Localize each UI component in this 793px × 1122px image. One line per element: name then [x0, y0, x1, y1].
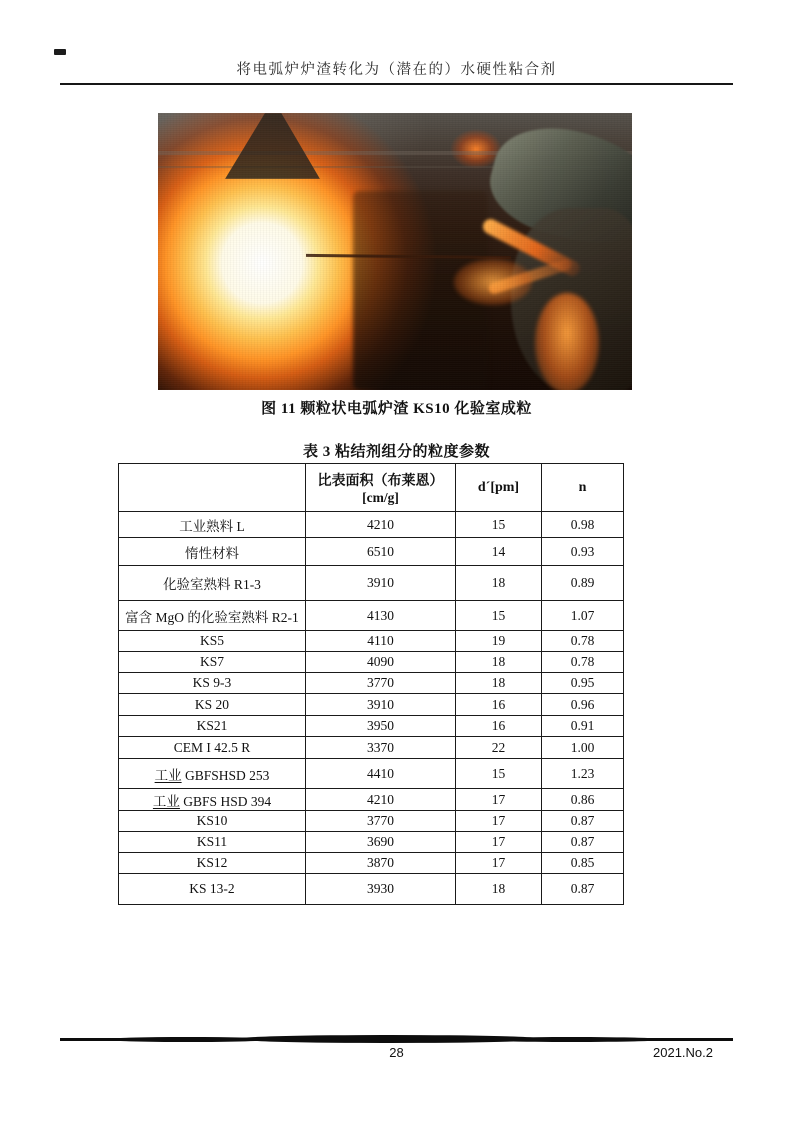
table-row — [119, 759, 624, 789]
cell-area: 4410 — [306, 759, 456, 789]
cell-d: 17 — [456, 832, 542, 853]
table-row — [119, 512, 624, 538]
table-row — [119, 673, 624, 694]
cell-material: KS 13-2 — [119, 874, 306, 905]
cell-d: 15 — [456, 759, 542, 789]
cell-material: KS12 — [119, 853, 306, 874]
table-row — [119, 631, 624, 652]
cell-material: KS5 — [119, 631, 306, 652]
cell-n: 0.85 — [542, 853, 624, 874]
cell-n: 0.78 — [542, 652, 624, 673]
cell-d: 15 — [456, 601, 542, 631]
cell-n: 0.87 — [542, 874, 624, 905]
material-rest: GBFSHSD 253 — [181, 767, 270, 783]
header-d-prime: d´[pm] — [456, 464, 542, 512]
cell-material: KS 20 — [119, 694, 306, 716]
table-row — [119, 874, 624, 905]
header-specific-surface-line2: [cm/g] — [362, 489, 399, 505]
cell-d: 18 — [456, 652, 542, 673]
cell-material: KS11 — [119, 832, 306, 853]
cell-d: 17 — [456, 811, 542, 832]
cell-d: 18 — [456, 874, 542, 905]
cell-area: 4130 — [306, 601, 456, 631]
cell-n: 0.86 — [542, 789, 624, 811]
cell-n: 1.07 — [542, 601, 624, 631]
running-header-title: 将电弧炉炉渣转化为（潜在的）水硬性粘合剂 — [236, 62, 557, 78]
cell-material: 工业熟料 L — [119, 512, 306, 538]
table-row — [119, 832, 624, 853]
cell-n: 1.23 — [542, 759, 624, 789]
cell-material: KS7 — [119, 652, 306, 673]
cell-d: 17 — [456, 853, 542, 874]
cell-n: 0.95 — [542, 673, 624, 694]
table-row — [119, 789, 624, 811]
cell-n: 0.98 — [542, 512, 624, 538]
table-header-row — [119, 464, 624, 512]
cell-d: 17 — [456, 789, 542, 811]
cell-area: 4210 — [306, 512, 456, 538]
header-specific-surface — [306, 464, 456, 512]
cell-area: 3910 — [306, 566, 456, 601]
cell-area: 3910 — [306, 694, 456, 716]
cell-material: KS21 — [119, 716, 306, 737]
issue-label: 2021.No.2 — [653, 1045, 713, 1060]
header-specific-surface-line1: 比表面积（布莱恩） — [317, 473, 444, 489]
table-row — [119, 737, 624, 759]
table-row — [119, 652, 624, 673]
cell-area: 4090 — [306, 652, 456, 673]
cell-material: KS 9-3 — [119, 673, 306, 694]
cell-d: 19 — [456, 631, 542, 652]
cell-area: 4110 — [306, 631, 456, 652]
cell-n: 1.00 — [542, 737, 624, 759]
material-underlined-prefix: 工业 — [154, 767, 182, 783]
cell-d: 22 — [456, 737, 542, 759]
cell-n: 0.93 — [542, 538, 624, 566]
material-rest: GBFS HSD 394 — [179, 793, 272, 809]
footer-rule-bulge — [477, 1037, 665, 1042]
cell-area: 3690 — [306, 832, 456, 853]
cell-d: 18 — [456, 566, 542, 601]
scan-artifact-mark — [54, 49, 66, 55]
cell-area: 3770 — [306, 811, 456, 832]
table-row — [119, 538, 624, 566]
figure-caption: 图 11 颗粒状电弧炉渣 KS10 化验室成粒 — [261, 401, 532, 417]
cell-area: 3950 — [306, 716, 456, 737]
cell-material: 化验室熟料 R1-3 — [119, 566, 306, 601]
footer-rule — [60, 1034, 733, 1044]
material-underlined-prefix: 工业 — [152, 793, 180, 809]
header-material — [119, 464, 306, 512]
cell-material: 富含 MgO 的化验室熟料 R2-1 — [119, 601, 306, 631]
cell-material — [119, 759, 306, 789]
scan-noise-overlay — [158, 113, 632, 390]
header-rule — [60, 83, 733, 85]
cell-d: 16 — [456, 694, 542, 716]
cell-n: 0.87 — [542, 811, 624, 832]
table-caption: 表 3 粘结剂组分的粒度参数 — [302, 444, 490, 460]
cell-area: 3770 — [306, 673, 456, 694]
cell-d: 14 — [456, 538, 542, 566]
cell-material: 惰性材料 — [119, 538, 306, 566]
cell-material: KS10 — [119, 811, 306, 832]
cell-n: 0.96 — [542, 694, 624, 716]
table-row — [119, 853, 624, 874]
table-row — [119, 716, 624, 737]
cell-area: 6510 — [306, 538, 456, 566]
cell-n: 0.91 — [542, 716, 624, 737]
table-row — [119, 694, 624, 716]
page-number: 28 — [389, 1045, 404, 1060]
table-row — [119, 566, 624, 601]
particle-size-table — [118, 463, 624, 905]
cell-d: 15 — [456, 512, 542, 538]
cell-area: 4210 — [306, 789, 456, 811]
table-row — [119, 601, 624, 631]
cell-n: 0.89 — [542, 566, 624, 601]
cell-d: 16 — [456, 716, 542, 737]
cell-material — [119, 789, 306, 811]
cell-area: 3370 — [306, 737, 456, 759]
cell-d: 18 — [456, 673, 542, 694]
cell-n: 0.78 — [542, 631, 624, 652]
cell-area: 3930 — [306, 874, 456, 905]
cell-area: 3870 — [306, 853, 456, 874]
table-row — [119, 811, 624, 832]
cell-n: 0.87 — [542, 832, 624, 853]
header-n: n — [542, 464, 624, 512]
cell-material: CEM I 42.5 R — [119, 737, 306, 759]
furnace-photo — [158, 113, 632, 390]
